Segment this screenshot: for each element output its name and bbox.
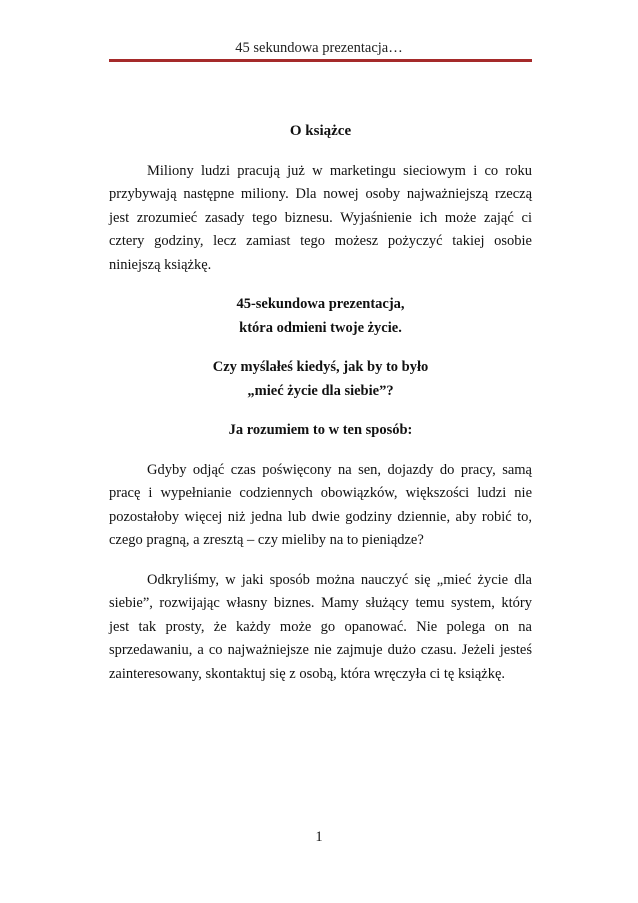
- chapter-title: O książce: [289, 123, 352, 139]
- running-header: 45 sekundowa prezentacja…: [235, 40, 403, 56]
- spacer: [109, 403, 532, 419]
- spacer: [109, 340, 532, 356]
- page-content: [109, 120, 532, 686]
- answer-heading: Ja rozumiem to w ten sposób:: [228, 422, 413, 438]
- spacer: [109, 553, 532, 569]
- spacer: [109, 443, 532, 459]
- question-line-2: „mieć życie dla siebie”?: [247, 382, 394, 399]
- body-paragraph-1: Gdyby odjąć czas poświęcony na sen, dojazdy do pracy, samą pracę i wypełnianie codziennych obowiązków, większości ludzi nie pozostałoby więcej niż jedna lub dwie godziny dziennie, aby robić to, czego pragną, a zresztą – czy mieliby na to pieniądze?: [109, 461, 532, 548]
- intro-paragraph: Miliony ludzi pracują już w marketingu sieciowym i co roku przybywają następne miliony. Dla nowej osoby najważniejszą rzeczą jest zrozumieć zasady tego biznesu. Wyjaśnienie ich może zająć ci cztery godziny, lecz zamiast tego możesz pożyczyć takiej osobie niniejszą książkę.: [109, 162, 532, 273]
- spacer: [109, 277, 532, 293]
- subtitle-line-1: 45-sekundowa prezentacja,: [236, 296, 405, 312]
- page-number: 1: [315, 829, 323, 845]
- subtitle-line-2: która odmieni twoje życie.: [239, 319, 402, 336]
- header-rule: [109, 59, 532, 62]
- body-paragraph-2: Odkryliśmy, w jaki sposób można nauczyć się „mieć życie dla siebie”, rozwijając własny biznes. Mamy służący temu system, który jest tak prosty, że każdy może go opanować. Nie polega on na sprzedawaniu, a co najważniejsze nie zajmuje dużo czasu. Jeżeli jesteś zainteresowany, skontaktuj się z osobą, która wręczyła ci tę książkę.: [109, 571, 532, 682]
- question-line-1: Czy myślałeś kiedyś, jak by to było: [212, 359, 429, 375]
